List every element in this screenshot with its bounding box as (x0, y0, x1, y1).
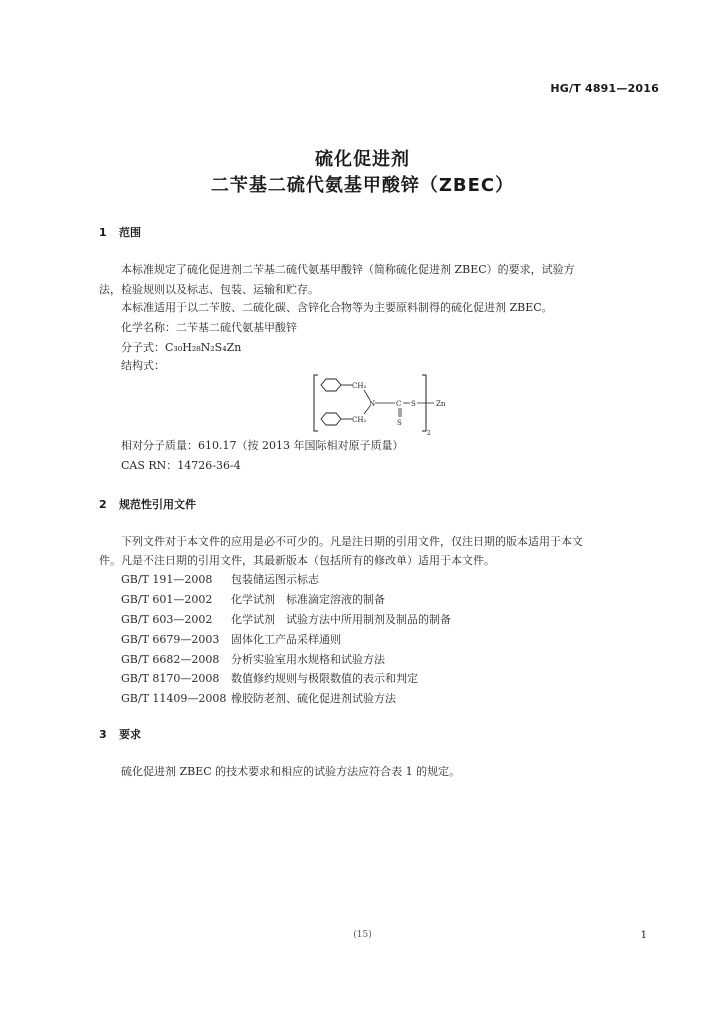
section-number: 2 (99, 498, 107, 511)
bond (364, 390, 370, 400)
structural-formula (312, 373, 452, 437)
bracket-subscript: 2 (427, 430, 431, 437)
reference-item (121, 590, 385, 610)
reference-code: GB/T 191—2008 (121, 573, 213, 586)
reference-code: GB/T 6679—2003 (121, 633, 220, 646)
nitrogen-label: N (369, 400, 376, 408)
paragraph: 本标准适用于以二苄胺、二硫化碳、含锌化合物等为主要原料制得的硫化促进剂 ZBEC。 (121, 301, 553, 314)
carbon-label: C (396, 400, 402, 408)
molecular-formula: 分子式：C₃₀H₂₈N₂S₄Zn (121, 341, 242, 354)
reference-item (121, 630, 341, 650)
paragraph: 硫化促进剂 ZBEC 的技术要求和相应的试验方法应符合表 1 的规定。 (121, 765, 461, 778)
paragraph: 下列文件对于本文件的应用是必不可少的。凡是注日期的引用文件，仅注日期的版本适用于本文 (121, 535, 583, 548)
reference-code: GB/T 601—2002 (121, 593, 213, 606)
reference-item (121, 669, 418, 689)
reference-title: 分析实验室用水规格和试验方法 (231, 653, 385, 666)
cas-number: CAS RN：14726-36-4 (121, 459, 241, 472)
title-line-1: 硫化促进剂 (315, 149, 410, 170)
document-code: HG/T 4891—2016 (550, 82, 659, 95)
chemical-name: 化学名称：二苄基二硫代氨基甲酸锌 (121, 321, 297, 334)
left-bracket (314, 375, 318, 431)
reference-item (121, 570, 319, 590)
reference-item (121, 650, 385, 670)
benzene-ring-top (321, 379, 352, 391)
reference-title: 固体化工产品采样通则 (231, 633, 341, 646)
section-number: 1 (99, 226, 107, 239)
section-number: 3 (99, 728, 107, 741)
page-number-center: (15) (353, 930, 372, 940)
reference-title: 化学试剂 试验方法中所用制剂及制品的制备 (231, 613, 451, 626)
section-title: 要求 (119, 728, 141, 741)
structure-label: 结构式： (121, 359, 165, 372)
title-line-2: 二苄基二硫代氨基甲酸锌（ZBEC） (210, 175, 515, 196)
ch2-top-label: CH₂ (352, 382, 367, 390)
reference-code: GB/T 11409—2008 (121, 692, 227, 705)
ch2-bottom-label: CH₂ (352, 416, 367, 424)
paragraph: 法，检验规则以及标志、包装、运输和贮存。 (99, 283, 319, 296)
reference-code: GB/T 603—2002 (121, 613, 213, 626)
reference-title: 化学试剂 标准滴定溶液的制备 (231, 593, 385, 606)
section-2-heading (99, 496, 196, 512)
zinc-label: Zn (436, 400, 446, 408)
section-3-heading (99, 726, 141, 742)
reference-title: 数值修约规则与极限数值的表示和判定 (231, 672, 418, 685)
reference-code: GB/T 8170—2008 (121, 672, 220, 685)
paragraph: 件。凡是不注日期的引用文件，其最新版本（包括所有的修改单）适用于本文件。 (99, 554, 495, 567)
reference-item (121, 689, 396, 709)
section-title: 范围 (119, 226, 141, 239)
reference-title: 包装储运图示标志 (231, 573, 319, 586)
reference-item (121, 610, 451, 630)
sulfur-label: S (411, 400, 416, 408)
paragraph: 本标准规定了硫化促进剂二苄基二硫代氨基甲酸锌（简称硫化促进剂 ZBEC）的要求，试验方 (121, 263, 575, 276)
benzene-ring-bottom (321, 413, 352, 425)
section-1-heading (99, 224, 141, 240)
section-title: 规范性引用文件 (119, 498, 196, 511)
reference-code: GB/T 6682—2008 (121, 653, 220, 666)
reference-title: 橡胶防老剂、硫化促进剂试验方法 (231, 692, 396, 705)
sulfur-bottom-label: S (397, 419, 402, 427)
page-number: 1 (640, 930, 647, 941)
molecular-weight: 相对分子质量：610.17（按 2013 年国际相对原子质量） (121, 439, 404, 452)
